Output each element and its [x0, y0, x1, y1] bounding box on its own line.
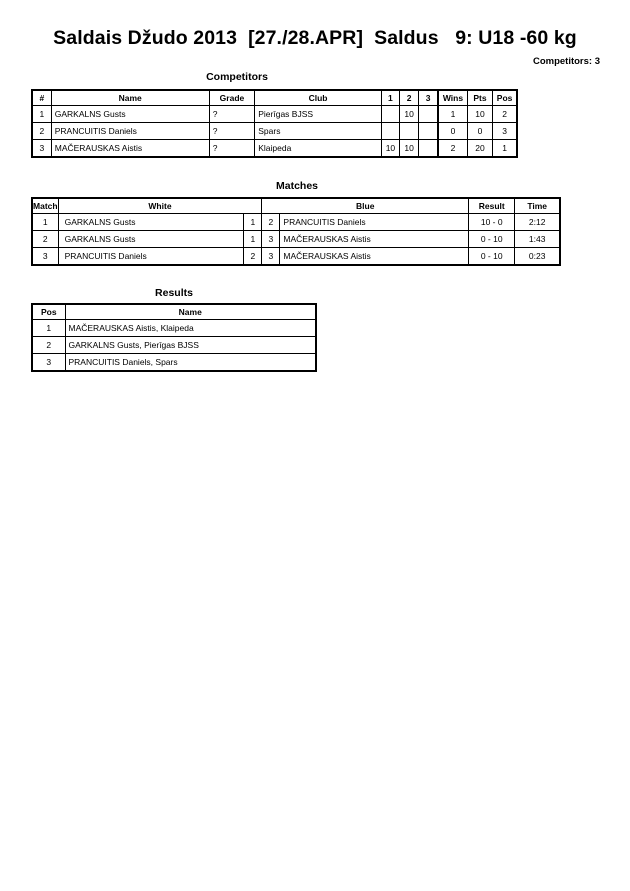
match-white-num: 1: [244, 214, 262, 231]
col-header-round-3: 3: [419, 90, 438, 106]
competitor-round-3: [419, 106, 438, 123]
col-header-pts: Pts: [467, 90, 492, 106]
col-header-round-1: 1: [381, 90, 399, 106]
competitor-round-3: [419, 123, 438, 140]
match-result: 0 - 10: [469, 231, 515, 248]
match-result: 10 - 0: [469, 214, 515, 231]
competitor-pos: 3: [493, 123, 517, 140]
matches-section-title: Matches: [275, 180, 318, 192]
table-row: [32, 231, 560, 248]
match-blue: MAČERAUSKAS Aistis: [280, 231, 469, 248]
matches-header-row: [32, 198, 560, 214]
competitor-name: GARKALNS Gusts: [51, 106, 209, 123]
result-name: PRANCUITIS Daniels, Spars: [65, 354, 316, 372]
result-name: GARKALNS Gusts, Pierīgas BJSS: [65, 337, 316, 354]
matches-table: [31, 197, 561, 266]
col-header-wins: Wins: [438, 90, 467, 106]
match-time: 0:23: [515, 248, 560, 266]
competitor-num: 1: [32, 106, 51, 123]
competitor-wins: 2: [438, 140, 467, 158]
col-header-result-pos: Pos: [32, 304, 65, 320]
match-time: 1:43: [515, 231, 560, 248]
result-pos: 3: [32, 354, 65, 372]
competitors-table: [31, 89, 518, 158]
col-header-match: Match: [32, 198, 58, 214]
col-header-num: #: [32, 90, 51, 106]
match-white: GARKALNS Gusts: [58, 214, 244, 231]
competitor-grade: ?: [209, 123, 255, 140]
competitor-club: Pierīgas BJSS: [255, 106, 382, 123]
table-row: [32, 214, 560, 231]
competitor-grade: ?: [209, 106, 255, 123]
competitor-wins: 1: [438, 106, 467, 123]
competitor-round-2: 10: [400, 140, 419, 158]
competitors-count: Competitors: 3: [532, 56, 600, 67]
competitor-num: 3: [32, 140, 51, 158]
competitor-pts: 0: [467, 123, 492, 140]
match-blue: PRANCUITIS Daniels: [280, 214, 469, 231]
match-result: 0 - 10: [469, 248, 515, 266]
competitor-pts: 20: [467, 140, 492, 158]
competitor-round-1: 10: [381, 140, 399, 158]
page-title: Saldais Džudo 2013 [27./28.APR] Saldus 9: U18 -60 kg: [53, 27, 577, 49]
match-white: PRANCUITIS Daniels: [58, 248, 244, 266]
results-section-title: Results: [155, 287, 193, 299]
col-header-blue: Blue: [262, 198, 469, 214]
col-header-round-2: 2: [400, 90, 419, 106]
competitor-club: Klaipeda: [255, 140, 382, 158]
competitor-round-1: [381, 106, 399, 123]
competitor-club: Spars: [255, 123, 382, 140]
results-header-row: [32, 304, 316, 320]
col-header-white: White: [58, 198, 262, 214]
col-header-grade: Grade: [209, 90, 255, 106]
col-header-time: Time: [515, 198, 560, 214]
competitors-section-title: Competitors: [206, 71, 268, 83]
match-blue-num: 3: [262, 248, 280, 266]
match-white: GARKALNS Gusts: [58, 231, 244, 248]
table-row: [32, 248, 560, 266]
competitor-num: 2: [32, 123, 51, 140]
col-header-result: Result: [469, 198, 515, 214]
competitor-round-1: [381, 123, 399, 140]
col-header-result-name: Name: [65, 304, 316, 320]
competitor-pos: 2: [493, 106, 517, 123]
match-blue-num: 2: [262, 214, 280, 231]
match-white-num: 2: [244, 248, 262, 266]
competitor-name: PRANCUITIS Daniels: [51, 123, 209, 140]
competitor-pos: 1: [493, 140, 517, 158]
table-row: [32, 106, 517, 123]
competitor-grade: ?: [209, 140, 255, 158]
result-pos: 1: [32, 320, 65, 337]
table-row: [32, 337, 316, 354]
table-row: [32, 140, 517, 158]
competitor-round-3: [419, 140, 438, 158]
results-table: [31, 303, 317, 372]
match-number: 3: [32, 248, 58, 266]
table-row: [32, 123, 517, 140]
result-name: MAČERAUSKAS Aistis, Klaipeda: [65, 320, 316, 337]
competitor-wins: 0: [438, 123, 467, 140]
match-number: 1: [32, 214, 58, 231]
match-blue: MAČERAUSKAS Aistis: [280, 248, 469, 266]
competitor-round-2: 10: [400, 106, 419, 123]
result-pos: 2: [32, 337, 65, 354]
match-blue-num: 3: [262, 231, 280, 248]
match-white-num: 1: [244, 231, 262, 248]
col-header-name: Name: [51, 90, 209, 106]
competitor-name: MAČERAUSKAS Aistis: [51, 140, 209, 158]
match-time: 2:12: [515, 214, 560, 231]
table-row: [32, 320, 316, 337]
competitor-round-2: [400, 123, 419, 140]
competitors-header-row: [32, 90, 517, 106]
competitor-pts: 10: [467, 106, 492, 123]
col-header-club: Club: [255, 90, 382, 106]
col-header-pos: Pos: [493, 90, 517, 106]
table-row: [32, 354, 316, 372]
match-number: 2: [32, 231, 58, 248]
